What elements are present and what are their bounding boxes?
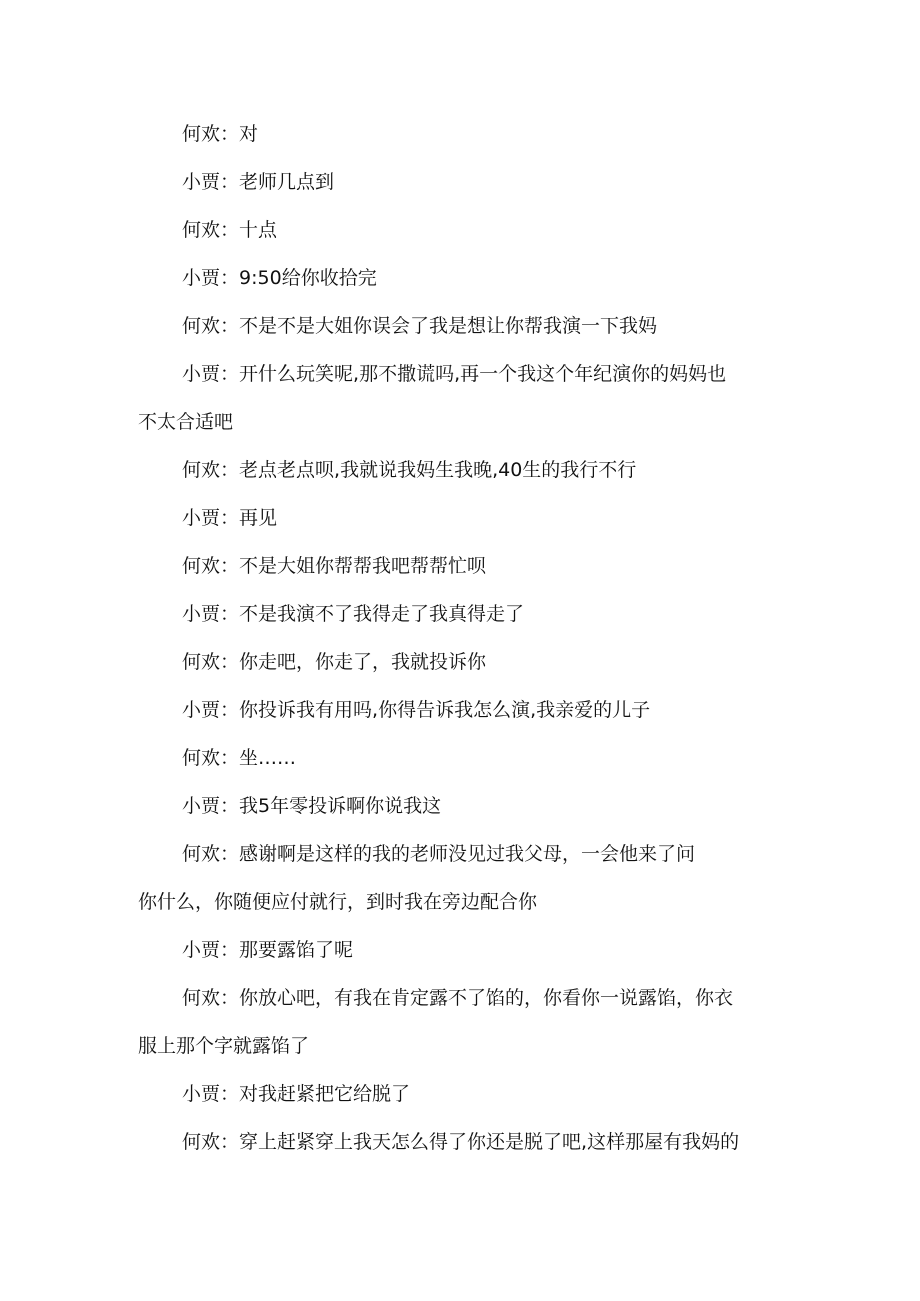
speaker-name: 小贾 xyxy=(182,795,221,817)
speaker-name: 小贾 xyxy=(182,699,221,721)
speaker-name: 何欢 xyxy=(182,459,221,481)
speaker-name: 小贾 xyxy=(182,603,221,625)
line-text: 你走吧，你走了，我就投诉你 xyxy=(239,651,487,673)
dialogue-line xyxy=(138,206,788,254)
dialogue-paragraph xyxy=(138,302,788,350)
line-text: 不是不是大姐你误会了我是想让你帮我演一下我妈 xyxy=(239,315,658,337)
speaker-name: 何欢 xyxy=(182,1131,221,1153)
line-text: 感谢啊是这样的我的老师没见过我父母，一会他来了问 xyxy=(239,843,696,865)
dialogue-line xyxy=(138,782,788,830)
speaker-separator: ： xyxy=(220,699,240,721)
line-text: 你放心吧，有我在肯定露不了馅的，你看你一说露馅，你衣 xyxy=(239,987,734,1009)
speaker-separator: ： xyxy=(220,603,240,625)
dialogue-paragraph xyxy=(138,686,788,734)
dialogue-paragraph xyxy=(138,782,788,830)
speaker-name: 何欢 xyxy=(182,843,221,865)
dialogue-line xyxy=(138,974,788,1022)
dialogue-line xyxy=(138,926,788,974)
line-text: 对 xyxy=(239,123,259,145)
dialogue-paragraph xyxy=(138,1070,788,1118)
dialogue-paragraph xyxy=(138,542,788,590)
dialogue-paragraph xyxy=(138,926,788,974)
speaker-name: 小贾 xyxy=(182,1083,221,1105)
dialogue-line xyxy=(138,110,788,158)
speaker-name: 何欢 xyxy=(182,555,221,577)
speaker-separator: ： xyxy=(220,267,240,289)
speaker-separator: ： xyxy=(220,939,240,961)
dialogue-paragraph xyxy=(138,590,788,638)
line-text: 你投诉我有用吗,你得告诉我怎么演,我亲爱的儿子 xyxy=(239,699,651,721)
speaker-name: 小贾 xyxy=(182,171,221,193)
dialogue-paragraph xyxy=(138,974,788,1070)
dialogue-line xyxy=(138,542,788,590)
speaker-separator: ： xyxy=(220,459,240,481)
dialogue-line xyxy=(138,302,788,350)
speaker-name: 小贾 xyxy=(182,267,221,289)
dialogue-line: 服上那个字就露馅了 xyxy=(138,1035,310,1057)
line-text: 我5年零投诉啊你说我这 xyxy=(239,795,442,817)
dialogue-paragraph xyxy=(138,254,788,302)
speaker-name: 何欢 xyxy=(182,123,221,145)
dialogue-line xyxy=(138,446,788,494)
dialogue-paragraph xyxy=(138,830,788,926)
speaker-separator: ： xyxy=(220,363,240,385)
line-text: 再见 xyxy=(239,507,278,529)
speaker-name: 何欢 xyxy=(182,987,221,1009)
dialogue-line: 不太合适吧 xyxy=(138,411,234,433)
dialogue-line xyxy=(138,1070,788,1118)
dialogue-line xyxy=(138,158,788,206)
dialogue-paragraph xyxy=(138,494,788,542)
line-text: 穿上赶紧穿上我天怎么得了你还是脱了吧,这样那屋有我妈的 xyxy=(239,1131,740,1153)
dialogue-line: 你什么，你随便应付就行，到时我在旁边配合你 xyxy=(138,891,538,913)
dialogue-paragraph xyxy=(138,350,788,446)
speaker-separator: ： xyxy=(220,987,240,1009)
line-text: 不是我演不了我得走了我真得走了 xyxy=(239,603,525,625)
dialogue-paragraph xyxy=(138,158,788,206)
speaker-separator: ： xyxy=(220,123,240,145)
speaker-separator: ： xyxy=(220,171,240,193)
speaker-separator: ： xyxy=(220,843,240,865)
dialogue-paragraph xyxy=(138,206,788,254)
dialogue-line xyxy=(138,638,788,686)
speaker-name: 小贾 xyxy=(182,363,221,385)
line-text: 坐…… xyxy=(239,747,297,769)
speaker-name: 何欢 xyxy=(182,747,221,769)
dialogue-paragraph xyxy=(138,446,788,494)
line-text: 那要露馅了呢 xyxy=(239,939,354,961)
line-text: 9:50给你收拾完 xyxy=(239,267,377,289)
speaker-separator: ： xyxy=(220,1131,240,1153)
speaker-separator: ： xyxy=(220,507,240,529)
speaker-name: 小贾 xyxy=(182,507,221,529)
dialogue-line xyxy=(138,590,788,638)
dialogue-body xyxy=(138,110,788,1166)
line-text: 不是大姐你帮帮我吧帮帮忙呗 xyxy=(239,555,487,577)
dialogue-line xyxy=(138,494,788,542)
dialogue-line xyxy=(138,1118,788,1166)
speaker-name: 何欢 xyxy=(182,219,221,241)
dialogue-paragraph xyxy=(138,638,788,686)
line-text: 老点老点呗,我就说我妈生我晚,40生的我行不行 xyxy=(239,459,637,481)
dialogue-line xyxy=(138,350,788,398)
dialogue-paragraph xyxy=(138,110,788,158)
speaker-separator: ： xyxy=(220,1083,240,1105)
speaker-separator: ： xyxy=(220,795,240,817)
dialogue-paragraph xyxy=(138,1118,788,1166)
dialogue-line xyxy=(138,830,788,878)
speaker-separator: ： xyxy=(220,651,240,673)
speaker-name: 何欢 xyxy=(182,651,221,673)
dialogue-line xyxy=(138,254,788,302)
dialogue-paragraph xyxy=(138,734,788,782)
dialogue-line xyxy=(138,686,788,734)
speaker-separator: ： xyxy=(220,747,240,769)
dialogue-line xyxy=(138,734,788,782)
speaker-separator: ： xyxy=(220,219,240,241)
speaker-name: 何欢 xyxy=(182,315,221,337)
speaker-separator: ： xyxy=(220,315,240,337)
speaker-name: 小贾 xyxy=(182,939,221,961)
line-text: 对我赶紧把它给脱了 xyxy=(239,1083,411,1105)
line-text: 十点 xyxy=(239,219,278,241)
speaker-separator: ： xyxy=(220,555,240,577)
line-text: 开什么玩笑呢,那不撒谎吗,再一个我这个年纪演你的妈妈也 xyxy=(239,363,727,385)
line-text: 老师几点到 xyxy=(239,171,335,193)
